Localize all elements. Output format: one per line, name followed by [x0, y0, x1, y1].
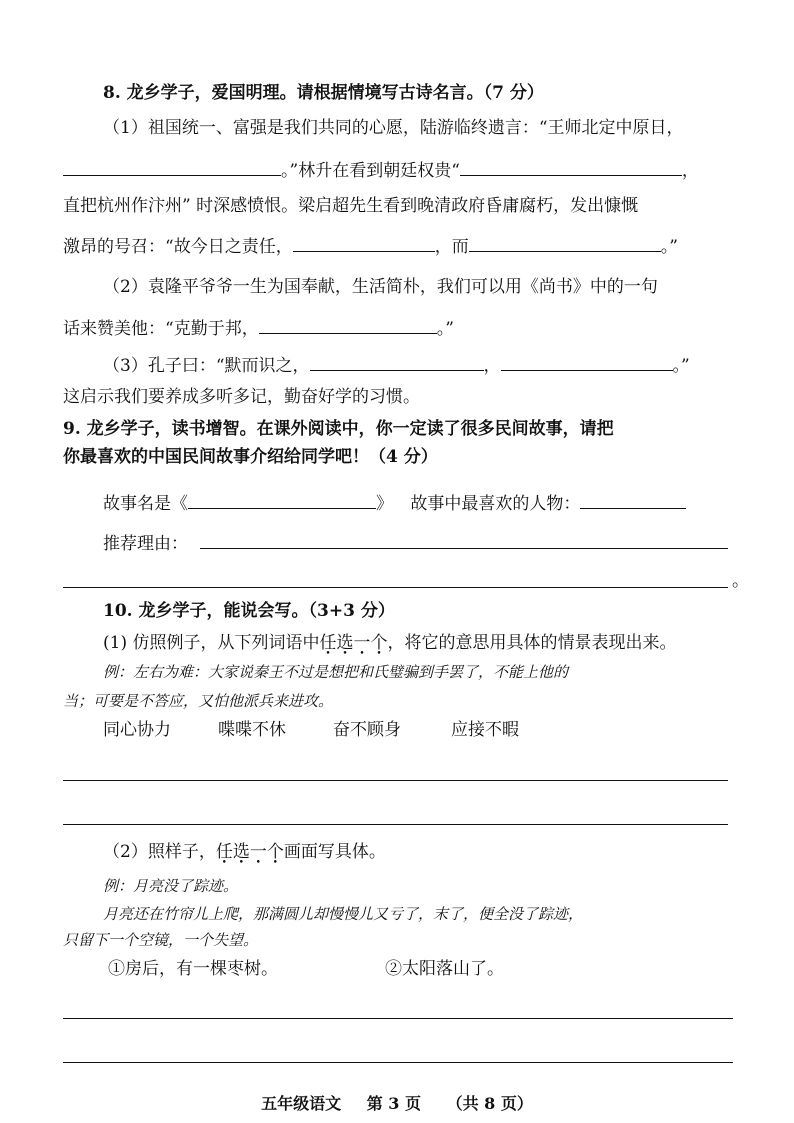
reason-line[interactable]: [63, 587, 728, 588]
q10-example2-line1: 月亮还在竹帘儿上爬，那满圆儿却慢慢儿又亏了，末了，便全没了踪迹，: [103, 905, 584, 923]
answer-blank[interactable]: [63, 158, 281, 176]
q10-option-1: ①房后，有一棵枣树。: [108, 959, 278, 979]
q9-title-line1: 9. 龙乡学子，读书增智。在课外阅读中，你一定读了很多民间故事，请把: [63, 419, 614, 439]
q9-reason-label: 推荐理由：: [103, 534, 188, 554]
answer-blank[interactable]: [460, 158, 682, 176]
q10-example1-line1: 例：左右为难：大家说秦王不过是想把和氏璧骗到手罢了，不能上他的: [103, 663, 569, 681]
q10-word-choice-1: 同心协力: [103, 720, 171, 740]
q10-word-choice-4: 应接不暇: [451, 720, 519, 740]
q8-part3-line2: 这启示我们要养成多听多记，勤奋好学的习惯。: [63, 387, 420, 407]
answer-blank[interactable]: [259, 316, 437, 334]
answer-line[interactable]: [63, 824, 728, 825]
q10-option-2: ②太阳落山了。: [385, 959, 504, 979]
q10-word-choice-2: 喋喋不休: [218, 720, 286, 740]
answer-blank[interactable]: [310, 353, 484, 371]
q10-example2-title: 例：月亮没了踪迹。: [103, 877, 239, 895]
q8-part2-line2: 话来赞美他：“克勤于邦， 。”: [63, 316, 454, 340]
q8-part1-line3: 直把杭州作汴州” 时深感愤恨。梁启超先生看到晚清政府昏庸腐朽，发出慷慨: [63, 196, 639, 216]
q8-title: 8. 龙乡学子，爱国明理。请根据情境写古诗名言。（7 分）: [103, 83, 544, 103]
q8-part1-line2: 。”林升在看到朝廷权贵“ ，: [63, 158, 699, 182]
q10-word-choice-3: 奋不顾身: [333, 720, 401, 740]
footer-total-pages: （共 8 页）: [446, 1094, 533, 1113]
footer-subject: 五年级语文: [261, 1094, 342, 1113]
answer-blank[interactable]: [469, 234, 661, 252]
answer-blank[interactable]: [293, 234, 435, 252]
favorite-character-blank[interactable]: [580, 491, 686, 509]
story-name-blank[interactable]: [188, 491, 376, 509]
answer-line[interactable]: [63, 780, 728, 781]
q8-part1-line1: （1）祖国统一、富强是我们共同的心愿，陆游临终遗言：“王师北定中原日，: [103, 118, 684, 138]
footer-page-number: 第 3 页: [366, 1094, 421, 1113]
answer-blank[interactable]: [501, 353, 673, 371]
q8-part1-line4: 激昂的号召：“故今日之责任， ，而 。”: [63, 234, 678, 258]
q8-part3-line1: （3）孔子曰：“默而识之， ， 。”: [103, 353, 690, 377]
q10-title: 10. 龙乡学子，能说会写。（3+3 分）: [103, 601, 395, 621]
q9-end-mark: 。: [732, 571, 749, 591]
q10-part1-instruction: (1) 仿照例子，从下列词语中任选一个，将它的意思用具体的情景表现出来。: [103, 633, 677, 653]
answer-line[interactable]: [63, 1062, 733, 1063]
q9-title-line2: 你最喜欢的中国民间故事介绍给同学吧！（4 分）: [63, 447, 438, 467]
reason-line[interactable]: [200, 548, 728, 549]
q10-example2-line2: 只留下一个空镜，一个失望。: [63, 931, 259, 949]
answer-line[interactable]: [63, 1018, 733, 1019]
q9-story-line: 故事名是《 》 故事中最喜欢的人物：: [103, 491, 686, 515]
q8-part2-line1: （2）袁隆平爷爷一生为国奉献，生活简朴，我们可以用《尚书》中的一句: [103, 277, 658, 297]
q10-part2-instruction: （2）照样子，任选一个画面写具体。: [103, 842, 386, 862]
page-footer: [0, 1091, 794, 1114]
q10-example1-line2: 当；可要是不答应，又怕他派兵来进攻。: [63, 692, 334, 710]
